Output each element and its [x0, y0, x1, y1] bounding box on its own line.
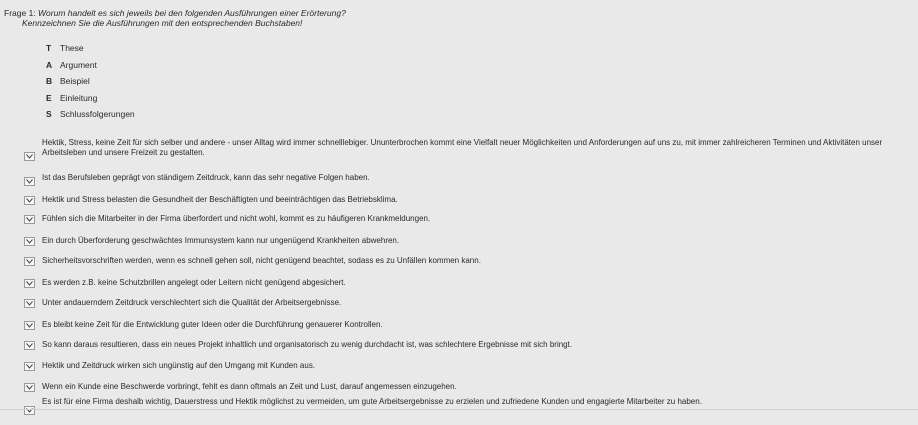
legend-key: T [46, 43, 52, 54]
legend-key: S [46, 109, 52, 120]
question-label: Frage 1: [4, 8, 36, 18]
chevron-down-icon [26, 179, 33, 184]
question-header [4, 8, 346, 18]
answer-select[interactable] [24, 362, 35, 371]
answer-select[interactable] [24, 406, 35, 415]
item-text: Es bleibt keine Zeit für die Entwicklung guter Ideen oder die Durchführung genauerer Kontrollen. [42, 320, 383, 329]
chevron-down-icon [26, 364, 33, 369]
legend-label: Argument [60, 59, 97, 70]
item-text: Hektik und Stress belasten die Gesundheit der Beschäftigten und beeinträchtigen das Betriebsklima. [42, 195, 398, 204]
item-text: Ist das Berufsleben geprägt von ständigem Zeitdruck, kann das sehr negative Folgen haben. [42, 173, 370, 182]
answer-select[interactable] [24, 321, 35, 330]
chevron-down-icon [26, 259, 33, 264]
chevron-down-icon [26, 343, 33, 348]
answer-select[interactable] [24, 177, 35, 186]
answer-select[interactable] [24, 152, 35, 161]
chevron-down-icon [26, 198, 33, 203]
chevron-down-icon [26, 301, 33, 306]
item-text: Es werden z.B. keine Schutzbrillen angelegt oder Leitern nicht genügend abgesichert. [42, 278, 346, 287]
item-text: Wenn ein Kunde eine Beschwerde vorbringt, fehlt es dann oftmals an Zeit und Lust, darauf angemessen einzugehen. [42, 382, 457, 391]
answer-select[interactable] [24, 237, 35, 246]
answer-select[interactable] [24, 279, 35, 288]
answer-select[interactable] [24, 383, 35, 392]
answer-select[interactable] [24, 196, 35, 205]
chevron-down-icon [26, 217, 33, 222]
legend-label: Schlussfolgerungen [60, 109, 135, 120]
legend-label: Beispiel [60, 76, 90, 87]
legend-item [46, 90, 135, 107]
chevron-down-icon [26, 154, 33, 159]
answer-select[interactable] [24, 299, 35, 308]
question-text: Worum handelt es sich jeweils bei den folgenden Ausführungen einer Erörterung? [38, 8, 346, 18]
legend-key: A [46, 59, 53, 70]
legend-key: E [46, 92, 52, 103]
chevron-down-icon [26, 239, 33, 244]
legend-item [46, 40, 135, 57]
item-text: Ein durch Überforderung geschwächtes Immunsystem kann nur ungenügend Krankheiten abwehren. [42, 236, 400, 245]
answer-select[interactable] [24, 257, 35, 266]
item-text: Hektik und Zeitdruck wirken sich ungünstig auf den Umgang mit Kunden aus. [42, 361, 316, 370]
item-text: Es ist für eine Firma deshalb wichtig, Dauerstress und Hektik möglichst zu vermeiden, um gute Arbeitsergebnisse zu erzielen und zufriedene Kunden und engagierte Mitarbeiter zu haben. [42, 397, 702, 406]
question-instruction: Kennzeichnen Sie die Ausführungen mit den entsprechenden Buchstaben! [22, 18, 303, 28]
chevron-down-icon [26, 385, 33, 390]
legend-item [46, 106, 135, 123]
answer-select[interactable] [24, 341, 35, 350]
item-text: Unter andauerndem Zeitdruck verschlechtert sich die Qualität der Arbeitsergebnisse. [42, 298, 342, 307]
item-text: So kann daraus resultieren, dass ein neues Projekt inhaltlich und organisatorisch zu wenig durchdacht ist, was schlechtere Ergebnisse mit sich bringt. [42, 340, 573, 349]
chevron-down-icon [26, 323, 33, 328]
legend-label: These [60, 43, 84, 54]
legend-item [46, 73, 135, 90]
item-text: Sicherheitsvorschriften werden, wenn es schnell gehen soll, nicht genügend beachtet, sodass es zu Unfällen kommen kann. [42, 256, 481, 265]
legend-key: B [46, 76, 53, 87]
divider [0, 409, 918, 410]
answer-legend [46, 40, 135, 123]
chevron-down-icon [26, 281, 33, 286]
legend-label: Einleitung [60, 92, 98, 103]
legend-item [46, 57, 135, 74]
answer-select[interactable] [24, 215, 35, 224]
item-text: Hektik, Stress, keine Zeit für sich selber und andere - unser Alltag wird immer schnelllebiger. Ununterbrochen kommt eine Vielfalt neuer Möglichkeiten und Anforderungen auf uns zu, mit immer zahlreicheren Terminen und Aktivitäten unser Arbeitsleben und unsere Freizeit zu gestalten. [42, 138, 883, 157]
item-text: Fühlen sich die Mitarbeiter in der Firma überfordert und nicht wohl, kommt es zu häufigeren Krankmeldungen. [42, 214, 431, 223]
